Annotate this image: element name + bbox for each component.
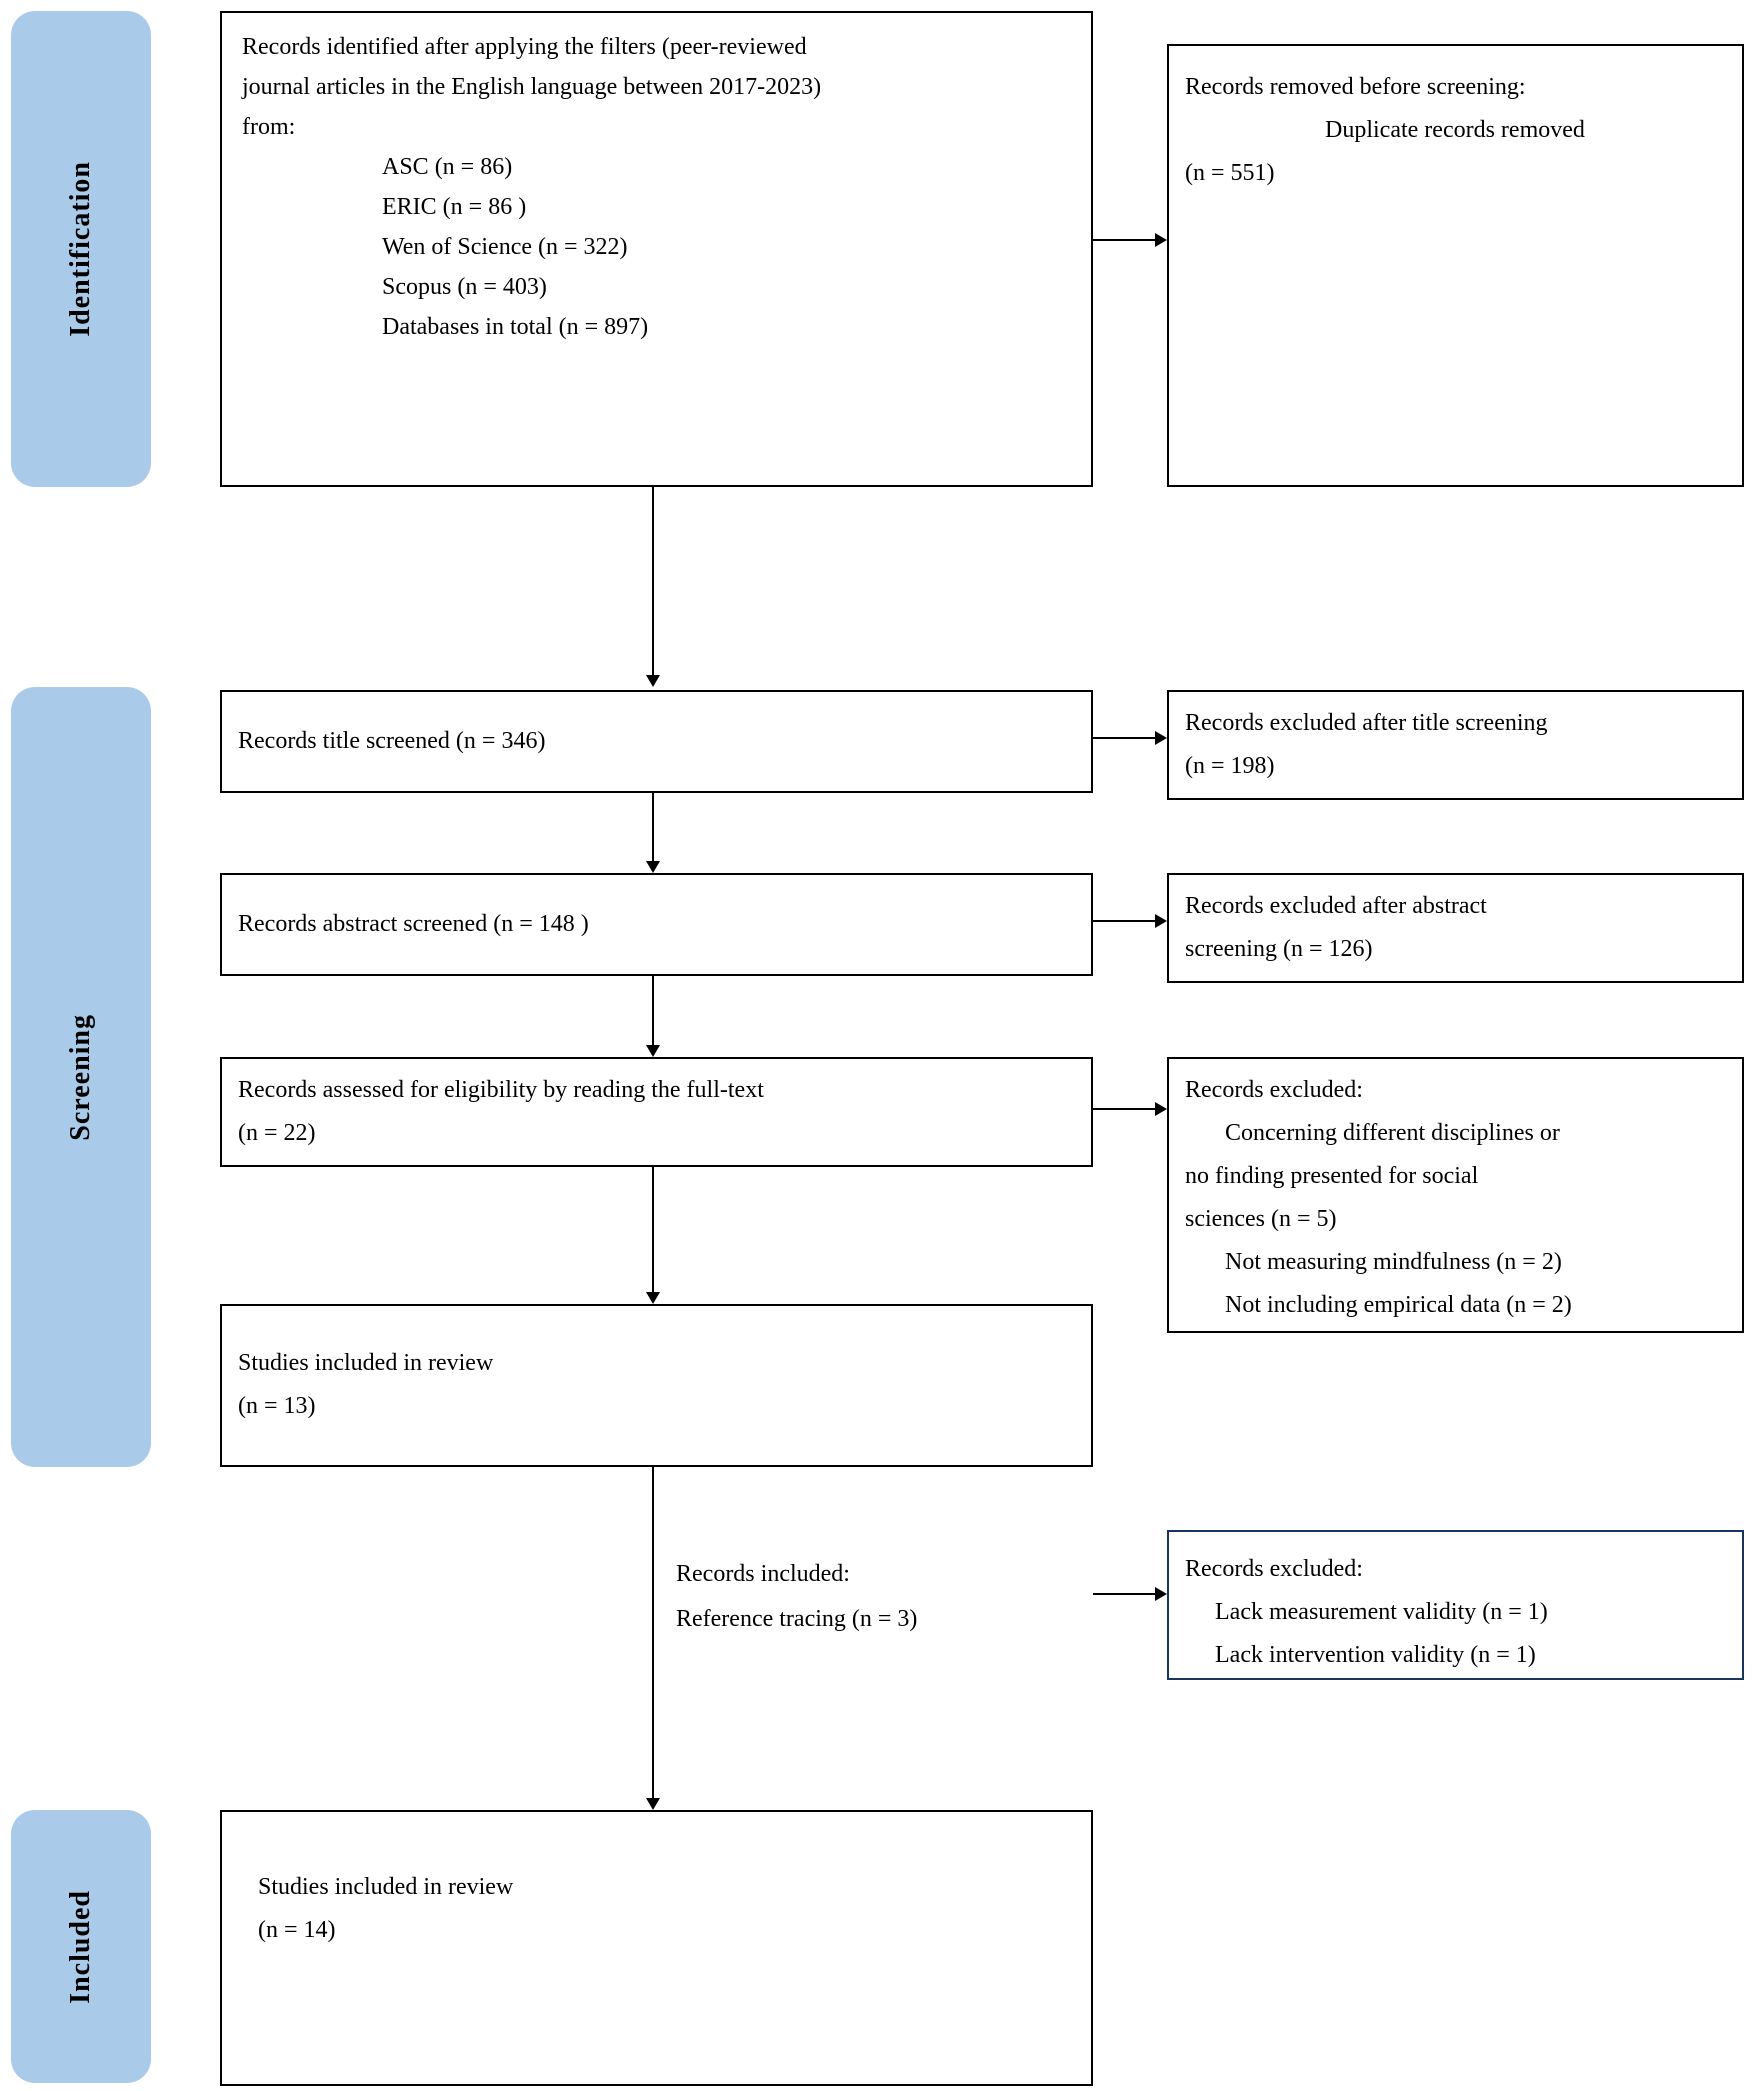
- identified-intro-line-1: Records identified after applying the filters (peer-reviewed: [242, 34, 807, 60]
- box-fulltext-assessed: [220, 1057, 1093, 1167]
- box-records-identified: [220, 11, 1093, 487]
- stage-included-label: Included: [65, 1889, 96, 2004]
- stage-screening-label: Screening: [65, 1013, 96, 1141]
- fulltext-excluded-reason3: Not including empirical data (n = 2): [1225, 1292, 1572, 1318]
- arrow-title-to-abstract: [652, 793, 654, 861]
- stage-screening: [11, 687, 151, 1467]
- arrow-fulltext-to-excluded: [1093, 1108, 1155, 1110]
- fulltext-excluded-reason1-line-1: Concerning different disciplines or: [1225, 1120, 1560, 1146]
- identified-source-scopus: Scopus (n = 403): [382, 274, 547, 300]
- included-14-line-1: Studies included in review: [258, 1874, 514, 1900]
- arrow-tracing-to-excluded: [1093, 1593, 1155, 1595]
- box-excluded-fulltext: [1167, 1057, 1744, 1333]
- identified-intro-line-3: from:: [242, 114, 296, 140]
- box-excluded-tracing: [1167, 1530, 1744, 1680]
- box-abstract-screened: [220, 873, 1093, 976]
- box-title-screened: [220, 690, 1093, 793]
- arrow-included13-to-included14: [652, 1467, 654, 1798]
- title-screened-text: Records title screened (n = 346): [238, 728, 546, 754]
- identified-intro-line-2: journal articles in the English language between 2017-2023): [242, 74, 822, 100]
- abstract-screened-text: Records abstract screened (n = 148 ): [238, 911, 589, 937]
- fulltext-excluded-reason2: Not measuring mindfulness (n = 2): [1225, 1249, 1562, 1275]
- included-13-line-1: Studies included in review: [238, 1350, 494, 1376]
- fulltext-line-1: Records assessed for eligibility by reading the full-text: [238, 1077, 764, 1103]
- reference-tracing-note: [676, 1552, 1106, 1642]
- tracing-excluded-reason1: Lack measurement validity (n = 1): [1215, 1599, 1548, 1625]
- fulltext-excluded-title: Records excluded:: [1185, 1077, 1363, 1103]
- title-excluded-line-1: Records excluded after title screening: [1185, 710, 1548, 736]
- arrow-abstract-to-excluded: [1093, 920, 1155, 922]
- fulltext-line-2: (n = 22): [238, 1120, 316, 1146]
- title-excluded-line-2: (n = 198): [1185, 753, 1275, 779]
- identified-source-web-of-science: Wen of Science (n = 322): [382, 234, 628, 260]
- arrow-abstract-to-fulltext: [652, 976, 654, 1045]
- reference-tracing-line-1: Records included:: [676, 1561, 850, 1587]
- box-studies-included-13: [220, 1304, 1093, 1467]
- identified-source-asc: ASC (n = 86): [382, 154, 513, 180]
- box-excluded-after-abstract-screening: [1167, 873, 1744, 983]
- identified-source-total: Databases in total (n = 897): [382, 314, 649, 340]
- stage-identification-label: Identification: [65, 161, 96, 337]
- tracing-excluded-title: Records excluded:: [1185, 1556, 1363, 1582]
- removed-title: Records removed before screening:: [1185, 74, 1526, 100]
- arrow-title-screened-to-excluded: [1093, 737, 1155, 739]
- box-records-removed-before-screening: [1167, 44, 1744, 487]
- fulltext-excluded-reason1-line-3: sciences (n = 5): [1185, 1206, 1337, 1232]
- tracing-excluded-reason2: Lack intervention validity (n = 1): [1215, 1642, 1536, 1668]
- abstract-excluded-line-1: Records excluded after abstract: [1185, 893, 1487, 919]
- included-13-line-2: (n = 13): [238, 1393, 316, 1419]
- included-14-line-2: (n = 14): [258, 1917, 336, 1943]
- removed-detail: Duplicate records removed: [1325, 117, 1585, 143]
- stage-included: [11, 1810, 151, 2083]
- box-excluded-after-title-screening: [1167, 690, 1744, 800]
- identified-source-eric: ERIC (n = 86 ): [382, 194, 527, 220]
- reference-tracing-line-2: Reference tracing (n = 3): [676, 1606, 918, 1632]
- abstract-excluded-line-2: screening (n = 126): [1185, 936, 1373, 962]
- removed-count: (n = 551): [1185, 160, 1275, 186]
- arrow-fulltext-to-included13: [652, 1167, 654, 1292]
- box-studies-included-14: [220, 1810, 1093, 2086]
- arrow-identified-to-removed: [1093, 239, 1155, 241]
- arrow-identified-to-title-screened: [652, 487, 654, 675]
- fulltext-excluded-reason1-line-2: no finding presented for social: [1185, 1163, 1479, 1189]
- stage-identification: [11, 11, 151, 487]
